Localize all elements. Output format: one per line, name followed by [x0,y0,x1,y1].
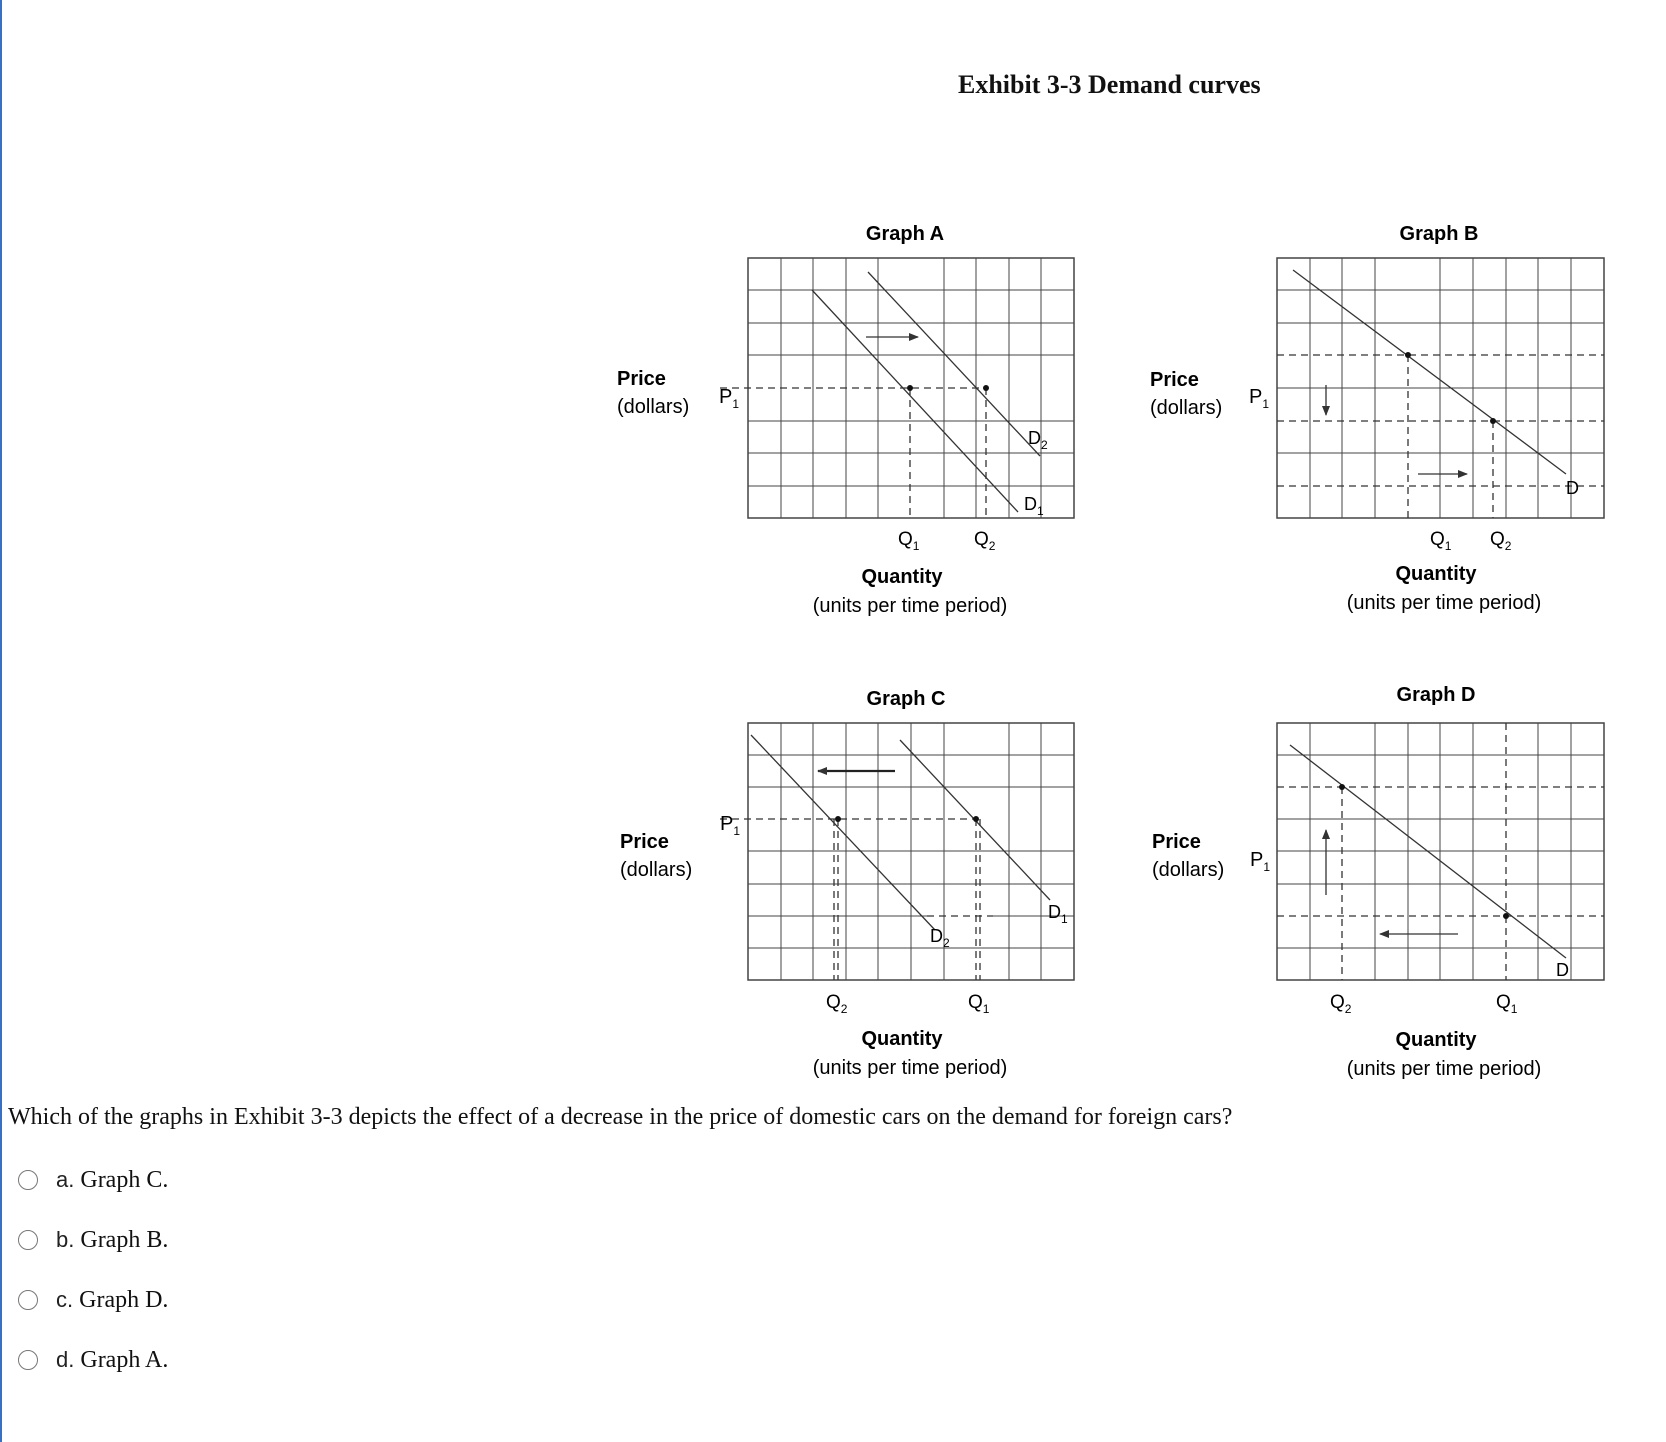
graph-c-title: Graph C [866,688,946,710]
graph-b [1150,223,1604,614]
graph-c-curve-d2 [751,735,935,930]
option-a-text: Graph C. [80,1166,169,1193]
graph-b-q-label-2: $Q_2$ [1490,529,1512,553]
graph-b-point-2 [1490,418,1496,424]
graph-d-title: Graph D [1396,684,1476,706]
graph-c-price-label: $P_1$ [720,813,741,838]
question-text: Which of the graphs in Exhibit 3-3 depicts the effect of a decrease in the price of domestic cars on the demand for foreign cars? [8,1104,1233,1130]
graph-a-y-label-1: Price [617,368,666,390]
graph-a-y-label-2: (dollars) [617,396,690,418]
graph-a-curve-d2 [868,272,1040,456]
graph-d-y-label-2: (dollars) [1152,859,1225,881]
graph-d-x-label-1: Quantity [1395,1029,1477,1051]
graph-a-x-label-2: (units per time period) [812,595,1008,617]
option-c[interactable] [18,1270,168,1330]
graph-c-grid [748,723,1074,980]
graph-b-point-1 [1405,352,1411,358]
answer-options [18,1150,168,1390]
graph-d-point-1 [1339,784,1345,790]
graph-b-price-label: $P_1$ [1249,386,1270,411]
graph-b-y-label-1: Price [1150,369,1199,391]
option-b[interactable] [18,1210,168,1270]
graph-d [1152,684,1604,1080]
graph-b-q-label-1: $Q_1$ [1430,529,1452,553]
graph-d-y-label-1: Price [1152,831,1201,853]
graph-d-q-label-1: $Q_2$ [1330,992,1352,1016]
graph-a-title: Graph A [865,223,945,245]
graph-c-q-label-1: $Q_2$ [826,992,848,1016]
graph-c-point-1 [835,816,841,822]
graph-d-point-2 [1503,913,1509,919]
graph-c-y-label-2: (dollars) [620,859,693,881]
option-d-text: Graph A. [80,1346,169,1373]
option-a[interactable] [18,1150,168,1210]
option-d[interactable] [18,1330,168,1390]
graph-d-curve-label-d: D [1556,960,1569,980]
graph-b-x-label-1: Quantity [1395,563,1477,585]
graph-d-q-label-2: $Q_1$ [1496,992,1518,1016]
graph-a-q-label-2: $Q_2$ [974,529,996,553]
graph-a-curve-label-d2: $D_2$ [1028,428,1048,452]
graph-a-curve-label-d1: $D_1$ [1024,494,1044,518]
graph-c-point-2 [973,816,979,822]
option-d-letter: d. [56,1347,75,1372]
radio-button-c[interactable] [18,1290,38,1310]
option-a-letter: a. [56,1167,75,1192]
graph-a-price-label: $P_1$ [719,386,740,411]
option-b-letter: b. [56,1227,75,1252]
graph-b-curve-label-d: D [1566,478,1579,498]
radio-button-a[interactable] [18,1170,38,1190]
graph-d-x-label-2: (units per time period) [1346,1058,1542,1080]
graph-c-curve-label-d2: $D_2$ [930,926,950,950]
graph-d-price-label: $P_1$ [1250,849,1271,874]
radio-button-d[interactable] [18,1350,38,1370]
graph-a [617,223,1074,617]
graph-a-point-1 [907,385,913,391]
radio-button-b[interactable] [18,1230,38,1250]
graph-b-title: Graph B [1399,223,1479,245]
graph-c [620,688,1074,1079]
graph-c-y-label-1: Price [620,831,669,853]
option-c-letter: c. [56,1287,74,1312]
graph-c-x-label-1: Quantity [861,1028,943,1050]
option-c-text: Graph D. [79,1286,169,1313]
graph-a-q-label-1: $Q_1$ [898,529,920,553]
graph-c-curve-label-d1: $D_1$ [1048,902,1068,926]
graph-b-y-label-2: (dollars) [1150,397,1223,419]
graph-a-x-label-1: Quantity [861,566,943,588]
option-b-text: Graph B. [80,1226,169,1253]
graph-c-q-label-2: $Q_1$ [968,992,990,1016]
graph-c-x-label-2: (units per time period) [812,1057,1008,1079]
graph-a-point-2 [983,385,989,391]
exhibit-title: Exhibit 3-3 Demand curves [958,70,1261,99]
graph-b-curve-d [1293,270,1566,474]
graph-b-x-label-2: (units per time period) [1346,592,1542,614]
